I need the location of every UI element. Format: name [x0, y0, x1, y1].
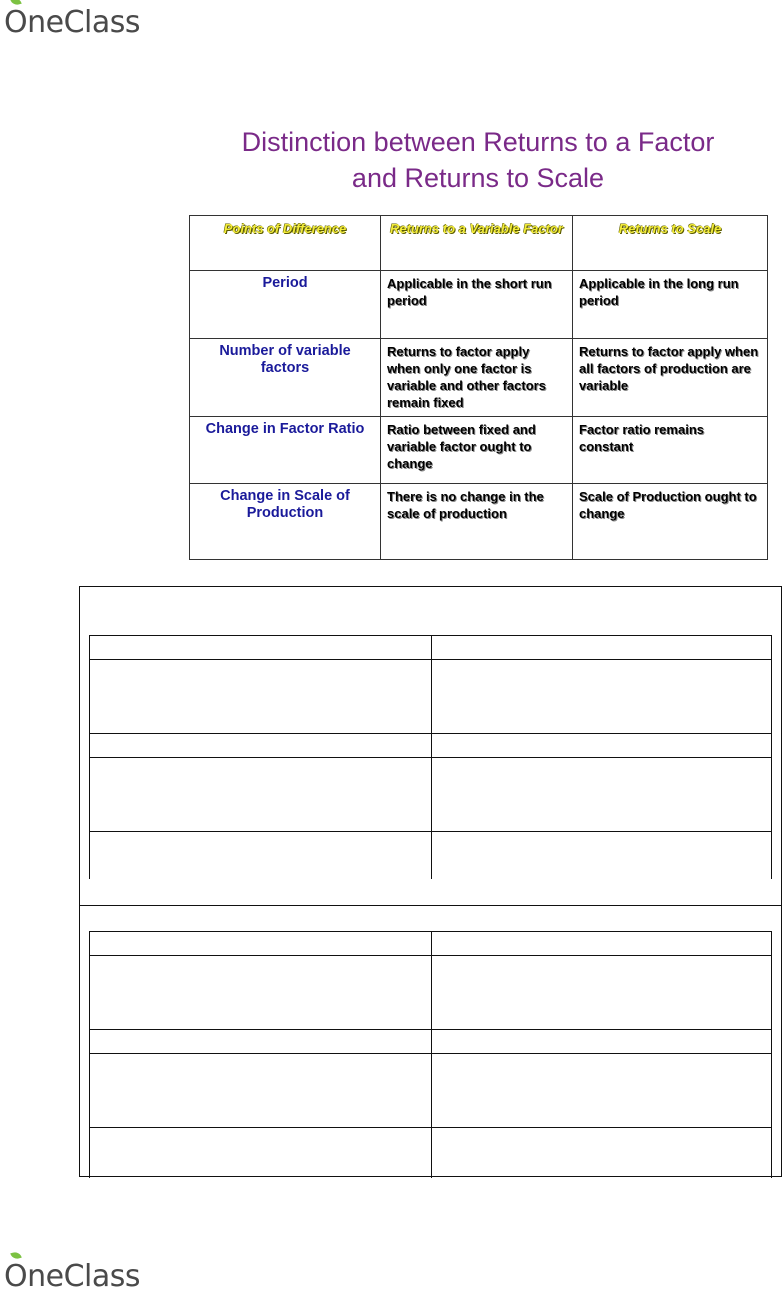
grid-divider [431, 635, 432, 879]
oneclass-logo-top [4, 2, 140, 42]
grid-divider [431, 931, 432, 1178]
empty-table-frame-1 [79, 586, 782, 906]
table-row [190, 339, 768, 417]
point-cell: Change in Scale of Production [190, 484, 381, 560]
oneclass-logo-bottom [4, 1256, 140, 1296]
scale-cell: Returns to factor apply when all factors of production are variable [573, 339, 768, 417]
scale-cell: Scale of Production ought to change [573, 484, 768, 560]
variable-factor-cell: Applicable in the short run period [381, 271, 573, 339]
slide-title [190, 124, 766, 196]
slide-title-line1: Distinction between Returns to a Factor [241, 127, 715, 157]
brand-name: OneClass [4, 1258, 141, 1294]
point-cell: Number of variable factors [190, 339, 381, 417]
variable-factor-cell: Ratio between fixed and variable factor ought to change [381, 417, 573, 484]
scale-cell: Applicable in the long run period [573, 271, 768, 339]
comparison-table [189, 215, 768, 560]
header-returns-to-scale: Returns to Scale [573, 216, 768, 271]
slide-title-line2: and Returns to Scale [351, 163, 605, 193]
variable-factor-cell: There is no change in the scale of production [381, 484, 573, 560]
point-cell: Period [190, 271, 381, 339]
variable-factor-cell: Returns to factor apply when only one factor is variable and other factors remain fixed [381, 339, 573, 417]
header-returns-to-variable-factor: Returns to a Variable Factor [381, 216, 573, 271]
table-header-row [190, 216, 768, 271]
empty-table-frame-2 [79, 905, 782, 1177]
empty-table-grid-2 [89, 931, 772, 1178]
table-row [190, 484, 768, 560]
scale-cell: Factor ratio remains constant [573, 417, 768, 484]
brand-name: OneClass [4, 4, 141, 40]
header-points-of-difference: Points of Difference [190, 216, 381, 271]
table-row [190, 417, 768, 484]
point-cell: Change in Factor Ratio [190, 417, 381, 484]
empty-table-grid-1 [89, 635, 772, 879]
table-row [190, 271, 768, 339]
